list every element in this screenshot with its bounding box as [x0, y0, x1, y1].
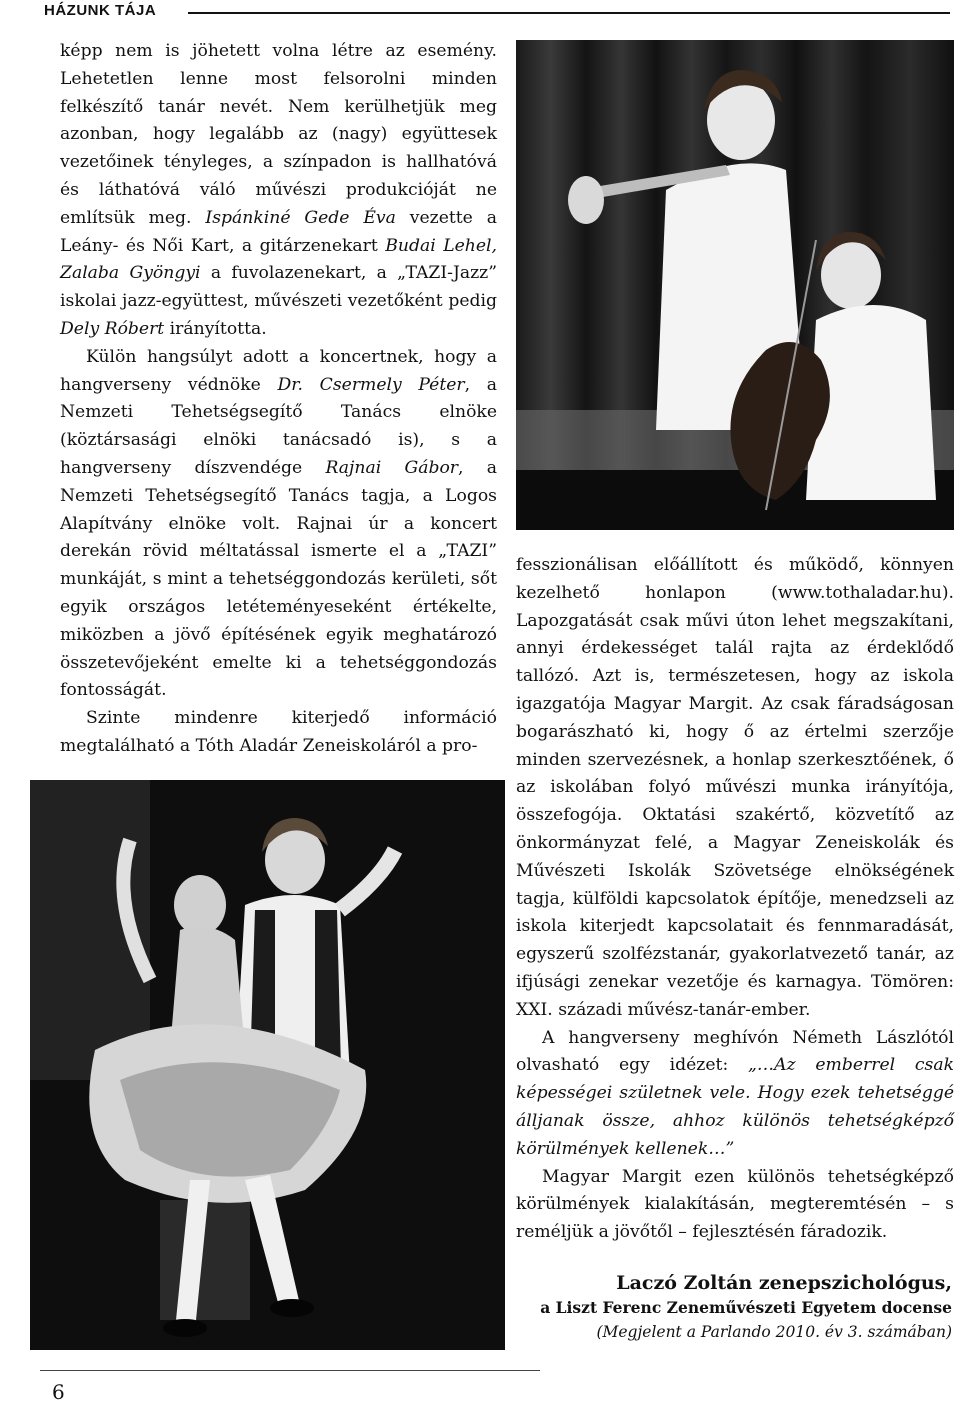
- text-run: irányította.: [164, 318, 267, 339]
- person-name: Dr. Csermely Péter: [277, 374, 465, 395]
- quotation: „…Az emberrel csak képességei születnek vele. Hogy ezek tehetséggé álljanak össze, ahhoz különös tehetségképző körülmények kellenek…”: [516, 1055, 955, 1159]
- left-column: [60, 38, 497, 761]
- author-signature: [540, 1270, 952, 1344]
- text-run: Külön hangsúlyt adott a koncertnek, hogy a hangverseny védnöke: [60, 346, 497, 395]
- folk-dancers-photo: [30, 780, 505, 1350]
- person-name: Rajnai Gábor: [325, 457, 459, 478]
- person-name: Ispánkiné Gede Éva: [205, 207, 396, 228]
- right-column: [516, 552, 954, 1247]
- person-name: Budai Lehel, Zalaba Gyöngyi: [60, 235, 497, 284]
- author-role: a Liszt Ferenc Zeneművészeti Egyetem docense: [540, 1298, 952, 1317]
- paragraph: Szinte mindenre kiterjedő információ megtalálható a Tóth Aladár Zeneiskoláról a pro-: [60, 708, 497, 756]
- text-run: , a Nemzeti Tehetségsegítő Tanács elnöke (köztársasági elnöki tanácsadó is), s a hangverseny díszvendége: [60, 374, 497, 478]
- paragraph: [60, 344, 497, 705]
- musicians-photo-image: [516, 40, 954, 530]
- section-title: HÁZUNK TÁJA: [44, 2, 157, 19]
- text-run: vezette a Leány- és Női Kart, a gitárzenekart: [60, 207, 497, 256]
- publication-note: (Megjelent a Parlando 2010. év 3. számában): [596, 1323, 952, 1341]
- text-run: képp nem is jöhetett volna létre az esemény. Lehetetlen lenne most felsorolni minden felkészítő tanár nevét. Nem kerülhetjük meg azonban, hogy legalább az (nagy) együttesek vezetőinek tényleges, a színpadon is hallhatóvá és láthatóvá váló művészi produkcióját ne említsük meg.: [60, 41, 497, 228]
- footer-rule: [40, 1370, 540, 1371]
- paragraph: [516, 1025, 954, 1164]
- paragraph: fesszionálisan előállított és működő, könnyen kezelhető honlapon (www.tothaladar.hu). Lapozgatását csak művi úton lehet megszakítani, annyi érdekességet talál rajta az érdeklődő tallózó. Azt is, természetesen, hogy az iskola igazgatója Magyar Margit. Az csak fáradságosan bogarászható ki, hogy ő az értelmi szerzője minden szervezésnek, a honlap szerkesztőének, ő az iskolában folyó művészi munka irányítója, összefogója. Oktatási szakértő, közvetítő az önkormányzat felé, a Magyar Zeneiskolák és Művészeti Iskolák Szövetsége elnökségének tagja, külföldi kapcsolatok építője, menedzseli az iskola kiterjedt kapcsolatait és fennmaradását, egyszerű szolfézstanár, gyakorlatvezető tanár, az ifjúsági zenekar vezetője és karnagya. Tömören: XXI. századi művész-tanár-ember.: [516, 555, 954, 1020]
- text-run: A hangverseny meghívón Németh Lászlótól olvasható egy idézet:: [516, 1027, 954, 1076]
- text-run: a fuvolazenekart, a „TAZI-Jazz” iskolai jazz-együttest, művészeti vezetőként pedig: [60, 263, 497, 312]
- person-name: Dely Róbert: [60, 318, 165, 339]
- folk-dancers-photo-image: [30, 780, 505, 1350]
- paragraph: Magyar Margit ezen különös tehetségképző körülmények kialakításán, megteremtésén – s reméljük a jövőtől – fejlesztésén fáradozik.: [516, 1166, 954, 1243]
- page-header: [40, 0, 960, 26]
- header-rule: [188, 12, 950, 14]
- page-number: 6: [52, 1380, 65, 1404]
- musicians-photo: [516, 40, 954, 530]
- paragraph: [60, 38, 497, 344]
- text-run: , a Nemzeti Tehetségsegítő Tanács tagja, a Logos Alapítvány elnöke volt. Rajnai úr a koncert derekán rövid méltatással ismerte el a „TAZI” munkáját, s mint a tehetséggondozás kerületi, sőt egyik országos letéteményeseként értékelte, miközben a jövő építésének egyik meghatározó összetevőjeként emelte ki a tehetséggondozás fontosságát.: [60, 457, 497, 701]
- author-name: Laczó Zoltán zenepszichológus,: [616, 1272, 952, 1294]
